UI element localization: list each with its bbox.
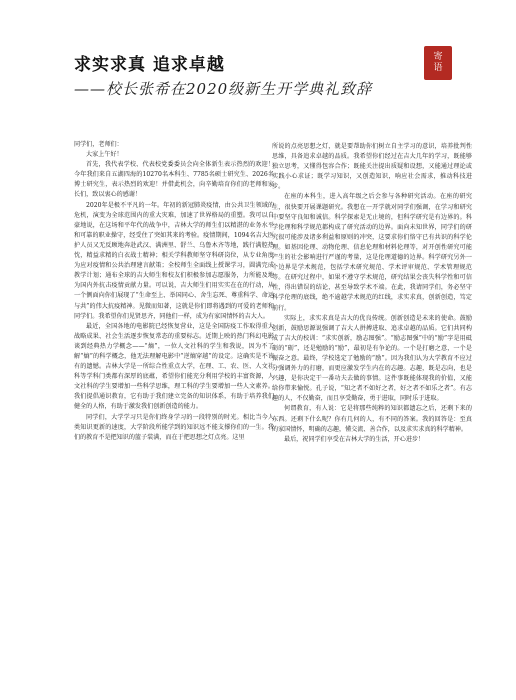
article-subtitle: ——校长张希在2020级新生开学典礼致辞 [74, 80, 373, 98]
seal-stamp [424, 46, 452, 80]
left-text-column [74, 140, 274, 443]
paragraph: 2020年是极不平凡的一年。年初的新冠肺炎疫情，由公共卫生领域的危机，演变为全球范围内的重大灾难，加速了世界格局的重塑。我可以自豪地说，在这场和平年代的战争中，吉林大学的师生们以精湛的业务水平和可靠的职业操守，经受住了突如其来的考验。疫情期间，1094名吉大医护人员又无反顾地奔赴武汉、满洲里、舒兰、乌鲁木齐等地，践行满腔热忱，精益求精的白衣战士精神；相关学科教师坚守科研岗位，从专业角度为应对疫情和公共治理建言献策；全校师生全面线上授课学习，圆满完成教学计划；通布全球的吉大师生和校友们积极参加志愿服务，力所能及地为国内外抗击疫情贡献力量。可以说，吉大师生们用实实在在的行动，从一个侧面向你们展现了“生命至上、举国同心、舍生忘死、尊重科学、命运与共”的伟大抗疫精神。见微而知著，这就是你们即将遇到的可爱的老师和同学们。我希望你们见贤思齐，同他们一样，成为有家国情怀的吉大人。 [74, 201, 274, 320]
seal-char-2: 语 [433, 63, 443, 73]
seal-char-1: 寄 [433, 52, 443, 62]
paragraph: 实际上，求实求真是吉大的优良传统。创新创造是未来的使命。鼓励创新，鼓励思源说强调了吉大人拼搏进取、追求卓越的品质。它们共同构成了吉大的校训：“求实创新，励志图强”。“励志图强”中的“励”字是用砥砺的“砺”，还是勉励的“励”，最初是有争论的。一个是打磨之意，一个是振奋之意。最终，学校选定了勉励的“励”。因为我们认为大学教育不应过分强调外力的打磨，而更应激发学生内在的志趣。志趣，既是志向，也是兴趣，是你决定干一番功夫去做的事情。这件事既能体现我的价值，又能给你带来愉悦。孔子说，“知之者不如好之者，好之者不如乐之者”。有志趣的人，不仅勤奋，而且享受勤奋，勇于进取，同时乐于进取。 [272, 314, 472, 403]
article-title: 求实求真 追求卓越 [74, 55, 225, 75]
paragraph: 首先，我代表学校、代表校党委委员会向全体新生表示热烈的欢迎！今年我们来自五湖四海的10270名本科生、7785名硕士研究生、2026名博士研究生，表示热烈的欢迎！并借此机会，向辛勤培育你们的老师和家长们，致以衷心的感谢！ [74, 161, 274, 199]
paragraph: 最近，全国各地的电影院已经恢复营业，这是全国防疫工作取得重大战略成果、社会生活逐步恢复常态的重要标志。近期上映的热门科幻电影谈到经典热力学概念——“熵”，一位人文社科的学生和我说，因为不了解“熵”的科学概念，他无法理解电影中“逆熵穿越”的设定。这确实是不该有的遗憾。吉林大学是一所综合性重点大学，在理、工、农、医、人文社科等学科门类都有深厚的底蕴，希望你们能充分利用学校的丰富资源，人文社科的学生要增加一些科学思维，理工科的学生要增加一些人文素养。我们提倡通识教育，它有助于我们建立完备的知识体系，有助于培养我们健全的人格，有助于激发我们创新创造的能力。 [74, 322, 274, 411]
right-text-column [272, 142, 472, 445]
paragraph: 何谓教育，有人说：它是将那些纯粹的知识都遗忘之后，还剩下来的东西。还剩下什么呢？你有几何的人，有不同的答案。我的回答是：至真的家国情怀，明确的志趣，懂交流、善合作，以及求实求真的科学精神。 [272, 405, 472, 433]
paragraph: 在座的本科生，进入高年级之后会参与各种研究活动。在座的研究生，很快要开展课题研究。我想在一开学就对同学们强调，在学习和研究中要坚守良知和诚信。科学探索是无止境的，但科学研究是有边界的。科学伦理和科学规范都构成了研究活动的边界。面向未知世界，同学们的研究很可能涉及诸多利益和原则的冲突，这要求你们恪守已有共识的科学伦理。如基因伦理、动物伦理、信息伦理和材料伦理等，对开创性研究可能产生的社会影响进行严谨的考量，这是伦理道德的边界。科学研究另外一个边界是学术规范，包括学术研究规范、学术评审规范、学术管理规范等。在研究过程中，如果不遵守学术规范，研究结果会丧失科学性和可信性，得出错误的结论，甚至导致学术不端。在此，我请同学们，务必坚守科学伦理的底线，绝不逾越学术规范的红线，求实求真，创新创造，笃定前行。 [272, 193, 472, 312]
paragraph: 大家上午好！ [86, 151, 123, 159]
paragraph: 所说的点亮思想之灯，就是要帮助你们树立自主学习的意识，培养批判性思维，具备追求卓越的品质。我希望你们经过在吉大几年的学习，既能够独立思考，又懂得包容合作；既能关注提出质疑和设想，又能通过理论或实践小心求证；既学习知识，又创造知识，响应社会需求，推动科技进步。 [272, 143, 472, 191]
paragraph: 同学们，大学学习只是你们终身学习的一段特别的时光。相比当今人类知识更新的速度，大学阶段所能学到的知识远不能支撑你们的一生。我们的教育不是把知识的篮子装满，而在于把思想之灯点亮。这里 [74, 413, 274, 441]
paragraph: 同学们，老师们： [74, 141, 123, 148]
paragraph: 最后，祝同学们享受在吉林大学的生活，开心进步！ [284, 435, 425, 443]
